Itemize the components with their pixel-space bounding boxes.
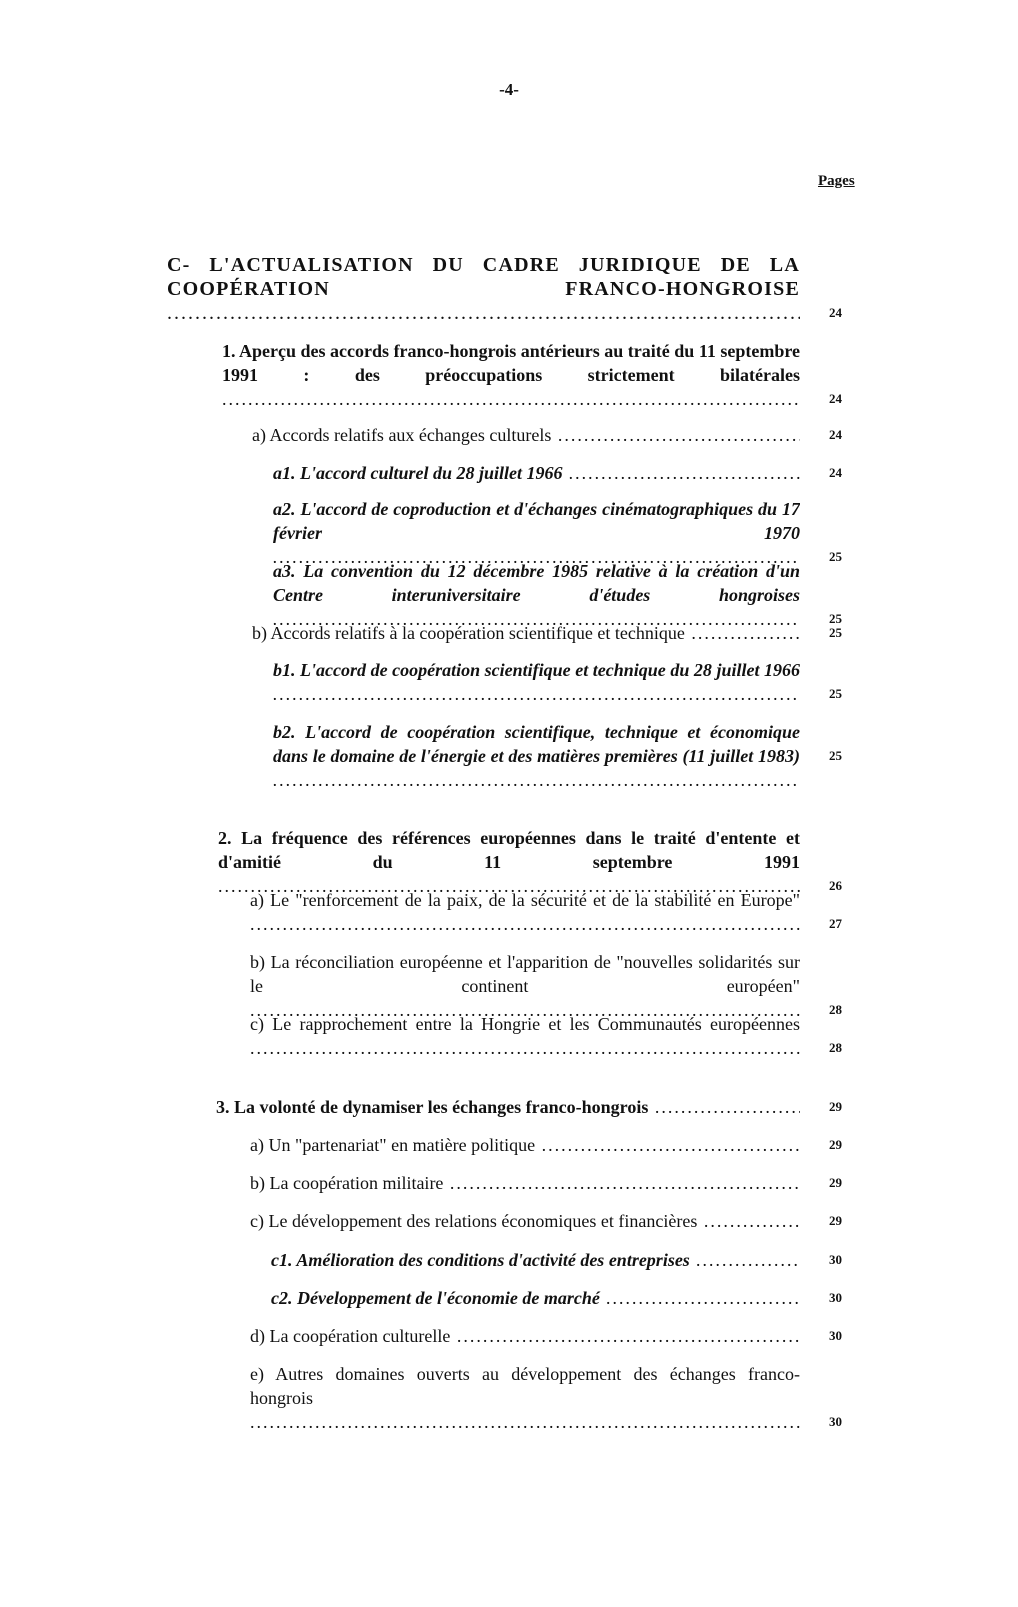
toc-entry bbox=[252, 621, 842, 645]
toc-entry bbox=[252, 423, 842, 447]
toc-entry-text: b) Accords relatifs à la coopération scientifique et technique..... bbox=[252, 621, 800, 645]
toc-entry bbox=[271, 1248, 842, 1272]
toc-entry-page: 24 bbox=[829, 305, 842, 320]
toc-entry bbox=[273, 720, 842, 792]
toc-entry-text: a) Accords relatifs aux échanges culturels..... bbox=[252, 423, 800, 447]
toc-entry-page: 25 bbox=[829, 748, 842, 763]
toc-entry-text: a1. L'accord culturel du 28 juillet 1966..... bbox=[273, 461, 800, 485]
toc-entry-page: 27 bbox=[829, 916, 842, 931]
toc-entry-page: 30 bbox=[829, 1414, 842, 1429]
toc-entry bbox=[250, 1362, 842, 1434]
toc-entry-text: 1. Aperçu des accords franco-hongrois antérieurs au traité du 11 septembre 1991 : des préoccupations strictement bilatérales..... bbox=[222, 339, 800, 411]
toc-entry-text: b1. L'accord de coopération scientifique et technique du 28 juillet 1966..... bbox=[273, 658, 800, 706]
toc-entry-text: e) Autres domaines ouverts au développement des échanges franco-hongrois..... bbox=[250, 1362, 800, 1434]
toc-entry bbox=[271, 1286, 842, 1310]
toc-entry-text: c2. Développement de l'économie de marché..... bbox=[271, 1286, 800, 1310]
toc-entry-text: 3. La volonté de dynamiser les échanges franco-hongrois..... bbox=[216, 1095, 800, 1119]
toc-entry-text: c1. Amélioration des conditions d'activité des entreprises..... bbox=[271, 1248, 800, 1272]
toc-entry-page: 24 bbox=[829, 427, 842, 442]
toc-entry-page: 25 bbox=[829, 611, 842, 626]
toc-entry-text: d) La coopération culturelle..... bbox=[250, 1324, 800, 1348]
toc-entry-text: c) Le développement des relations économiques et financières..... bbox=[250, 1209, 800, 1233]
toc-entry bbox=[273, 461, 842, 485]
toc-entry-text: a2. L'accord de coproduction et d'échanges cinématographiques du 17 février 1970..... bbox=[273, 497, 800, 569]
toc-entry-text: C- L'ACTUALISATION DU CADRE JURIDIQUE DE LA COOPÉRATION FRANCO-HONGROISE..... bbox=[167, 253, 800, 325]
toc-entry-text: b) La réconciliation européenne et l'apparition de "nouvelles solidarités sur le continent européen"..... bbox=[250, 950, 800, 1022]
toc-entry bbox=[250, 1171, 842, 1195]
toc-entry bbox=[250, 1324, 842, 1348]
toc-entry-text: a3. La convention du 12 décembre 1985 relative à la création d'un Centre interuniversitaire d'études hongroises..... bbox=[273, 559, 800, 631]
toc-entry-page: 30 bbox=[829, 1252, 842, 1267]
toc-entry-page: 29 bbox=[829, 1175, 842, 1190]
toc-entry-page: 25 bbox=[829, 549, 842, 564]
toc-entry bbox=[222, 339, 842, 411]
toc-entry-page: 29 bbox=[829, 1137, 842, 1152]
toc-entry-text: c) Le rapprochement entre la Hongrie et les Communautés européennes..... bbox=[250, 1012, 800, 1060]
toc-entry bbox=[250, 1209, 842, 1233]
toc-entry-page: 28 bbox=[829, 1002, 842, 1017]
toc-entry bbox=[250, 1133, 842, 1157]
toc-entry-page: 25 bbox=[829, 686, 842, 701]
toc-entry-page: 30 bbox=[829, 1328, 842, 1343]
toc-entry-text: 2. La fréquence des références européennes dans le traité d'entente et d'amitié du 11 septembre 1991..... bbox=[218, 826, 800, 898]
toc-entry-page: 25 bbox=[829, 625, 842, 640]
toc-entry-page: 24 bbox=[829, 465, 842, 480]
page-number: -4- bbox=[499, 80, 519, 99]
toc-entry bbox=[250, 1012, 842, 1060]
toc-entry bbox=[273, 658, 842, 706]
toc-entry-text: a) Le "renforcement de la paix, de la sécurité et de la stabilité en Europe"..... bbox=[250, 888, 800, 936]
toc-entry-page: 29 bbox=[829, 1213, 842, 1228]
toc-entry bbox=[250, 888, 842, 936]
toc-entry-page: 26 bbox=[829, 878, 842, 893]
toc-entry bbox=[216, 1095, 842, 1119]
pages-column-header: Pages bbox=[818, 173, 855, 189]
toc-entry-page: 24 bbox=[829, 391, 842, 406]
toc-entry bbox=[167, 253, 842, 325]
toc-entry-page: 29 bbox=[829, 1099, 842, 1114]
toc-entry-text: a) Un "partenariat" en matière politique..... bbox=[250, 1133, 800, 1157]
toc-entry-page: 28 bbox=[829, 1040, 842, 1055]
toc-entry-page: 30 bbox=[829, 1290, 842, 1305]
toc-entry-text: b) La coopération militaire..... bbox=[250, 1171, 800, 1195]
toc-entry-text: b2. L'accord de coopération scientifique, technique et économique dans le domaine de l'énergie et des matières premières (11 juillet 1983)..... bbox=[273, 720, 800, 792]
